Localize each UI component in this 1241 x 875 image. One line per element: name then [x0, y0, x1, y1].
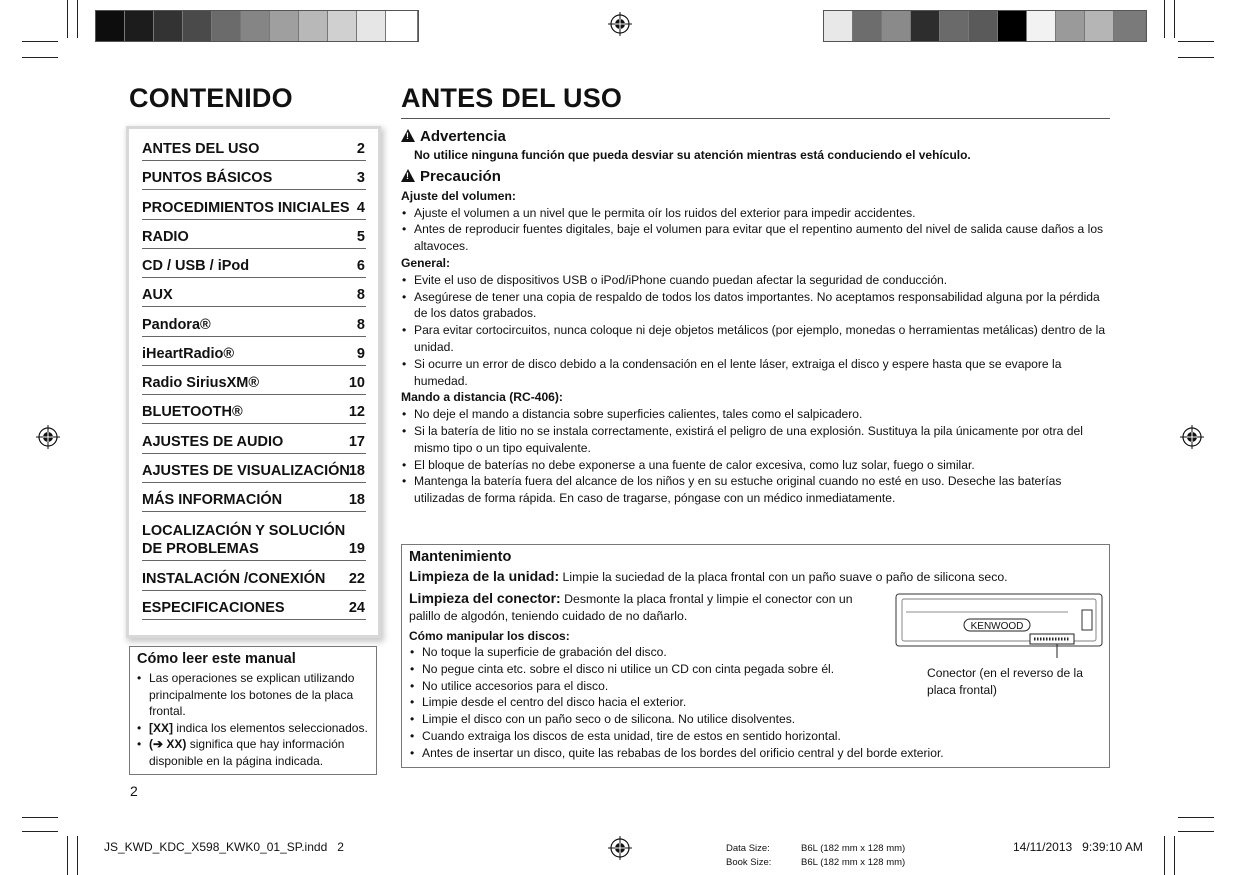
- caution-item: • Antes de reproducir fuentes digitales, baje el volumen para evitar que el repentino aumento del nivel de salida cause daños a los altavoces.: [401, 221, 1110, 255]
- how-to-read-item: [136, 736, 372, 769]
- color-swatch: [125, 11, 154, 41]
- color-swatch: [96, 11, 125, 41]
- footer-timestamp: 14/11/2013 9:39:10 AM: [1013, 840, 1143, 854]
- footer-book-size-value: B6L (182 mm x 128 mm): [801, 857, 906, 868]
- discs-heading: Cómo manipular los discos:: [409, 629, 570, 643]
- how-to-read-item: [136, 670, 372, 720]
- toc-entry-page: 12: [348, 404, 365, 420]
- toc-entry-label: iHeartRadio®: [142, 346, 235, 362]
- registration-mark-icon: [36, 425, 60, 449]
- caution-item: • Evite el uso de dispositivos USB o iPod/iPhone cuando puedan afectar la seguridad de conducción.: [401, 272, 1110, 289]
- color-swatch: [853, 11, 882, 41]
- faceplate-brand: KENWOOD: [970, 621, 1024, 632]
- disc-care-item: • No utilice accesorios para el disco.: [409, 678, 1099, 695]
- color-swatch: [1056, 11, 1085, 41]
- footer-filename: JS_KWD_KDC_X598_KWK0_01_SP.indd 2: [104, 840, 344, 854]
- registration-mark-icon: [1180, 425, 1204, 449]
- toc-entry[interactable]: [142, 397, 366, 424]
- color-swatch: [882, 11, 911, 41]
- color-swatch: [299, 11, 328, 41]
- color-swatch: [357, 11, 386, 41]
- unit-cleaning: [409, 568, 1099, 584]
- color-swatch: [241, 11, 270, 41]
- toc-entry-label: DE PROBLEMAS: [142, 541, 259, 557]
- toc-entry-page: 18: [348, 463, 365, 479]
- toc-entry[interactable]: [142, 456, 366, 483]
- toc-entry[interactable]: [142, 222, 366, 249]
- maintenance-title: Mantenimiento: [409, 549, 512, 565]
- how-to-read-item-text: Las operaciones se explican utilizando principalmente los botones de la placa frontal.: [149, 671, 355, 719]
- toc-entry-page: 3: [356, 170, 365, 186]
- toc-entry[interactable]: [142, 564, 366, 591]
- toc-entry-label: ANTES DEL USO: [142, 141, 260, 157]
- toc-entry-label: RADIO: [142, 229, 189, 245]
- how-to-read-item: [136, 720, 372, 737]
- warning-section: [401, 129, 1110, 164]
- toc-entry-label: INSTALACIÓN /CONEXIÓN: [142, 571, 326, 587]
- unit-cleaning-label: Limpieza de la unidad:: [409, 568, 560, 584]
- footer-data-size-value: B6L (182 mm x 128 mm): [801, 843, 906, 854]
- toc-entry-label: AJUSTES DE AUDIO: [142, 434, 284, 450]
- connector-cleaning: [409, 590, 869, 625]
- color-swatch: [911, 11, 940, 41]
- section-title: ANTES DEL USO: [401, 83, 623, 113]
- color-swatch: [183, 11, 212, 41]
- connector-caption: Conector (en el reverso de la placa frontal): [927, 666, 1083, 697]
- caution-triangle-icon: !: [401, 169, 415, 182]
- footer-data-size-label: Data Size:: [726, 843, 770, 854]
- caution-item: • No deje el mando a distancia sobre superficies calientes, tales como el salpicadero.: [401, 406, 1110, 423]
- caution-section: [401, 169, 1110, 507]
- disc-care-item: • No toque la superficie de grabación del disco.: [409, 644, 1099, 661]
- toc-entry-page: 4: [356, 200, 365, 216]
- caution-body: [401, 188, 1110, 507]
- caution-subheading: Mando a distancia (RC-406):: [401, 390, 563, 405]
- connector-cleaning-label: Limpieza del conector:: [409, 590, 561, 606]
- disc-care-item: • Limpie desde el centro del disco hacia el exterior.: [409, 694, 1099, 711]
- color-bar-left: [95, 10, 419, 42]
- caution-item: • El bloque de baterías no debe exponerse a una fuente de calor excesiva, como luz solar, fuego o similar.: [401, 457, 1110, 474]
- toc-entry[interactable]: [142, 163, 366, 190]
- toc-entry-label: ESPECIFICACIONES: [142, 600, 285, 616]
- color-bar-right: [823, 10, 1147, 42]
- toc-entry-page: 5: [356, 229, 365, 245]
- toc-entry-label: LOCALIZACIÓN Y SOLUCIÓN: [142, 523, 346, 539]
- color-swatch: [328, 11, 357, 41]
- toc-entry-label: PROCEDIMIENTOS INICIALES: [142, 200, 350, 216]
- how-to-read-item-key: (➔ XX): [149, 737, 187, 752]
- caution-heading: [401, 169, 1110, 186]
- color-swatch: [1027, 11, 1056, 41]
- caution-item: • Si la batería de litio no se instala correctamente, existirá el peligro de una explosión. Sustituya la pila únicamente por otra del mismo tipo o un tipo equivalente.: [401, 423, 1110, 457]
- title-rule: [401, 118, 1110, 119]
- disc-care-item: • Cuando extraiga los discos de esta unidad, tire de estos en sentido horizontal.: [409, 728, 1099, 745]
- contents-title: CONTENIDO: [129, 83, 293, 113]
- toc-entry-page: 24: [348, 600, 365, 616]
- toc-entry[interactable]: [142, 134, 366, 161]
- caution-item: • Ajuste el volumen a un nivel que le permita oír los ruidos del exterior para impedir accidentes.: [401, 205, 1110, 222]
- how-to-read-title: Cómo leer este manual: [137, 651, 296, 667]
- color-swatch: [824, 11, 853, 41]
- caution-subheading: General:: [401, 255, 451, 270]
- page-number: 2: [130, 783, 138, 799]
- warning-text: No utilice ninguna función que pueda desviar su atención mientras está conduciendo el vehículo.: [414, 147, 971, 162]
- warning-triangle-icon: !: [401, 129, 415, 142]
- toc-entry[interactable]: [142, 485, 366, 512]
- toc-entry-page: 10: [348, 375, 365, 391]
- toc-entry[interactable]: [142, 251, 366, 278]
- caution-item: • Para evitar cortocircuitos, nunca coloque ni deje objetos metálicos (por ejemplo, monedas o herramientas metálicas) dentro de la unidad.: [401, 322, 1110, 356]
- toc-entry-page: 8: [356, 317, 365, 333]
- toc-entry[interactable]: [142, 427, 366, 454]
- color-swatch: [270, 11, 299, 41]
- toc-entry-page: 6: [356, 258, 365, 274]
- caution-item: • Mantenga la batería fuera del alcance de los niños y en su estuche original cuando no esté en uso. Deseche las baterías utilizadas de forma rápida. En caso de tragarse, póngase con un médico inmediatamente.: [401, 473, 1110, 507]
- toc-entry-page: 18: [348, 492, 365, 508]
- color-swatch: [386, 11, 418, 41]
- how-to-read-item-text: significa que hay información disponible en la página indicada.: [149, 737, 345, 768]
- color-swatch: [1085, 11, 1114, 41]
- toc-entry[interactable]: [142, 310, 366, 337]
- warning-title: Advertencia: [420, 128, 506, 145]
- color-swatch: [940, 11, 969, 41]
- color-swatch: [998, 11, 1027, 41]
- disc-care-item: • No pegue cinta etc. sobre el disco ni utilice un CD con cinta pegada sobre él.: [409, 661, 1099, 678]
- how-to-read-box: [129, 646, 377, 775]
- color-swatch: [969, 11, 998, 41]
- connector-cleaning-text: Desmonte la placa frontal y limpie el conector con un palillo de algodón, teniendo cuidado de no dañarlo.: [409, 592, 853, 623]
- toc-entry-label: PUNTOS BÁSICOS: [142, 170, 273, 186]
- faceplate-illustration: [892, 592, 1106, 658]
- maintenance-box: [401, 544, 1110, 768]
- color-swatch: [1114, 11, 1146, 41]
- toc-entry-label: AUX: [142, 287, 173, 303]
- registration-mark-icon: [608, 836, 632, 860]
- caution-item: • Si ocurre un error de disco debido a la condensación en el lente láser, extraiga el disco y espere hasta que se evapore la humedad.: [401, 356, 1110, 390]
- toc-entry-page: 17: [348, 434, 365, 450]
- color-swatch: [212, 11, 241, 41]
- toc-entry[interactable]: [142, 193, 366, 220]
- disc-care-item: • Antes de insertar un disco, quite las rebabas de los bordes del orificio central y del borde exterior.: [409, 745, 1099, 762]
- toc-entry-label: MÁS INFORMACIÓN: [142, 492, 283, 508]
- toc-entry[interactable]: [142, 280, 366, 307]
- color-swatch: [154, 11, 183, 41]
- how-to-read-list: [136, 670, 372, 770]
- toc-entry-label: BLUETOOTH®: [142, 404, 243, 420]
- how-to-read-item-key: [XX]: [149, 720, 173, 735]
- toc-entry-page: 19: [348, 541, 365, 557]
- registration-mark-icon: [608, 12, 632, 36]
- how-to-read-item-text: indica los elementos seleccionados.: [173, 720, 368, 735]
- toc-entry-page: 22: [348, 571, 365, 587]
- disc-care-item: • Limpie el disco con un paño seco o de silicona. No utilice disolventes.: [409, 711, 1099, 728]
- caution-title: Precaución: [420, 168, 501, 185]
- footer-book-size-label: Book Size:: [726, 857, 772, 868]
- caution-item: • Asegúrese de tener una copia de respaldo de todos los datos importantes. No aceptamos responsabilidad alguna por la pérdida de los datos grabados.: [401, 289, 1110, 323]
- table-of-contents: [129, 129, 378, 635]
- toc-entry-page: 8: [356, 287, 365, 303]
- toc-entry-page: 2: [356, 141, 365, 157]
- toc-entry[interactable]: [142, 368, 366, 395]
- toc-entry-label: AJUSTES DE VISUALIZACIÓN: [142, 463, 350, 479]
- unit-cleaning-text: Limpie la suciedad de la placa frontal con un paño suave o paño de silicona seco.: [559, 570, 1008, 584]
- warning-heading: [401, 129, 1110, 146]
- toc-entry-page: 9: [356, 346, 365, 362]
- toc-entry-label: Pandora®: [142, 317, 211, 333]
- toc-entry-label: Radio SiriusXM®: [142, 375, 260, 391]
- caution-subheading: Ajuste del volumen:: [401, 188, 516, 203]
- toc-entry[interactable]: [142, 593, 366, 620]
- disc-list: [409, 644, 1099, 762]
- toc-entry[interactable]: [142, 339, 366, 366]
- toc-entry-label: CD / USB / iPod: [142, 258, 250, 274]
- toc-entry[interactable]: [142, 514, 366, 561]
